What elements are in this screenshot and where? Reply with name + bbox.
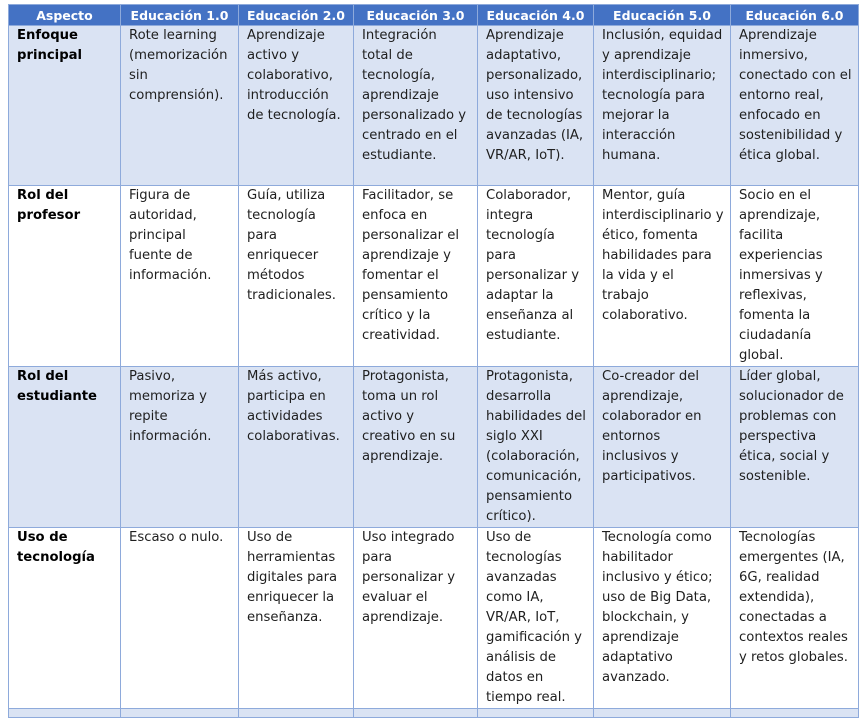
row-label-rol-estudiante: Rol del estudiante bbox=[9, 367, 121, 528]
table-cell: Socio en el aprendizaje, facilita experiencias inmersivas y reflexivas, fomenta la ciudadanía global. bbox=[731, 186, 859, 367]
table-cell: Protagonista, toma un rol activo y creativo en su aprendizaje. bbox=[354, 367, 478, 528]
table-cell: Protagonista, desarrolla habilidades del siglo XXI (colaboración, comunicación, pensamiento crítico). bbox=[478, 367, 594, 528]
row-label-rol-profesor: Rol del profesor bbox=[9, 186, 121, 367]
table-cell: Facilitador, se enfoca en personalizar el aprendizaje y fomentar el pensamiento crítico y la creatividad. bbox=[354, 186, 478, 367]
row-label-enfoque: Enfoque principal bbox=[9, 26, 121, 186]
header-educacion-4: Educación 4.0 bbox=[478, 5, 594, 26]
table-cell: Aprendizaje inmersivo, conectado con el entorno real, enfocado en sostenibilidad y ética global. bbox=[731, 26, 859, 186]
header-aspecto: Aspecto bbox=[9, 5, 121, 26]
header-educacion-6: Educación 6.0 bbox=[731, 5, 859, 26]
table-cell: Inclusión, equidad y aprendizaje interdisciplinario; tecnología para mejorar la interacción humana. bbox=[594, 26, 731, 186]
table-cell: Más activo, participa en actividades colaborativas. bbox=[239, 367, 354, 528]
table-cell-empty bbox=[354, 709, 478, 718]
table-cell: Colaborador, integra tecnología para personalizar y adaptar la enseñanza al estudiante. bbox=[478, 186, 594, 367]
header-educacion-5: Educación 5.0 bbox=[594, 5, 731, 26]
row-label-uso-tecnologia: Uso de tecnología bbox=[9, 528, 121, 709]
table-row-partial bbox=[9, 709, 859, 718]
table-row bbox=[9, 367, 859, 528]
header-educacion-3: Educación 3.0 bbox=[354, 5, 478, 26]
table-cell: Tecnologías emergentes (IA, 6G, realidad extendida), conectadas a contextos reales y retos globales. bbox=[731, 528, 859, 709]
table-cell: Uso de tecnologías avanzadas como IA, VR/AR, IoT, gamificación y análisis de datos en tiempo real. bbox=[478, 528, 594, 709]
table-cell-empty bbox=[594, 709, 731, 718]
table-cell: Mentor, guía interdisciplinario y ético, fomenta habilidades para la vida y el trabajo colaborativo. bbox=[594, 186, 731, 367]
table-cell: Co-creador del aprendizaje, colaborador en entornos inclusivos y participativos. bbox=[594, 367, 731, 528]
table-cell: Aprendizaje adaptativo, personalizado, uso intensivo de tecnologías avanzadas (IA, VR/AR, IoT). bbox=[478, 26, 594, 186]
table-row bbox=[9, 26, 859, 186]
table-cell-empty bbox=[731, 709, 859, 718]
table-cell-empty bbox=[478, 709, 594, 718]
table-cell: Líder global, solucionador de problemas con perspectiva ética, social y sostenible. bbox=[731, 367, 859, 528]
header-row bbox=[9, 5, 859, 26]
table-cell: Guía, utiliza tecnología para enriquecer métodos tradicionales. bbox=[239, 186, 354, 367]
table-cell: Uso de herramientas digitales para enriquecer la enseñanza. bbox=[239, 528, 354, 709]
table-cell: Figura de autoridad, principal fuente de información. bbox=[121, 186, 239, 367]
table-row bbox=[9, 186, 859, 367]
table-cell: Pasivo, memoriza y repite información. bbox=[121, 367, 239, 528]
table-cell: Tecnología como habilitador inclusivo y ético; uso de Big Data, blockchain, y aprendizaje adaptativo avanzado. bbox=[594, 528, 731, 709]
table-cell: Escaso o nulo. bbox=[121, 528, 239, 709]
header-educacion-1: Educación 1.0 bbox=[121, 5, 239, 26]
table-cell-empty bbox=[121, 709, 239, 718]
table-row bbox=[9, 528, 859, 709]
table-cell: Uso integrado para personalizar y evaluar el aprendizaje. bbox=[354, 528, 478, 709]
table-cell-empty bbox=[239, 709, 354, 718]
education-comparison-table bbox=[8, 4, 859, 718]
table-cell-empty bbox=[9, 709, 121, 718]
table-cell: Aprendizaje activo y colaborativo, introducción de tecnología. bbox=[239, 26, 354, 186]
header-educacion-2: Educación 2.0 bbox=[239, 5, 354, 26]
table-cell: Integración total de tecnología, aprendizaje personalizado y centrado en el estudiante. bbox=[354, 26, 478, 186]
table-cell: Rote learning (memorización sin comprensión). bbox=[121, 26, 239, 186]
